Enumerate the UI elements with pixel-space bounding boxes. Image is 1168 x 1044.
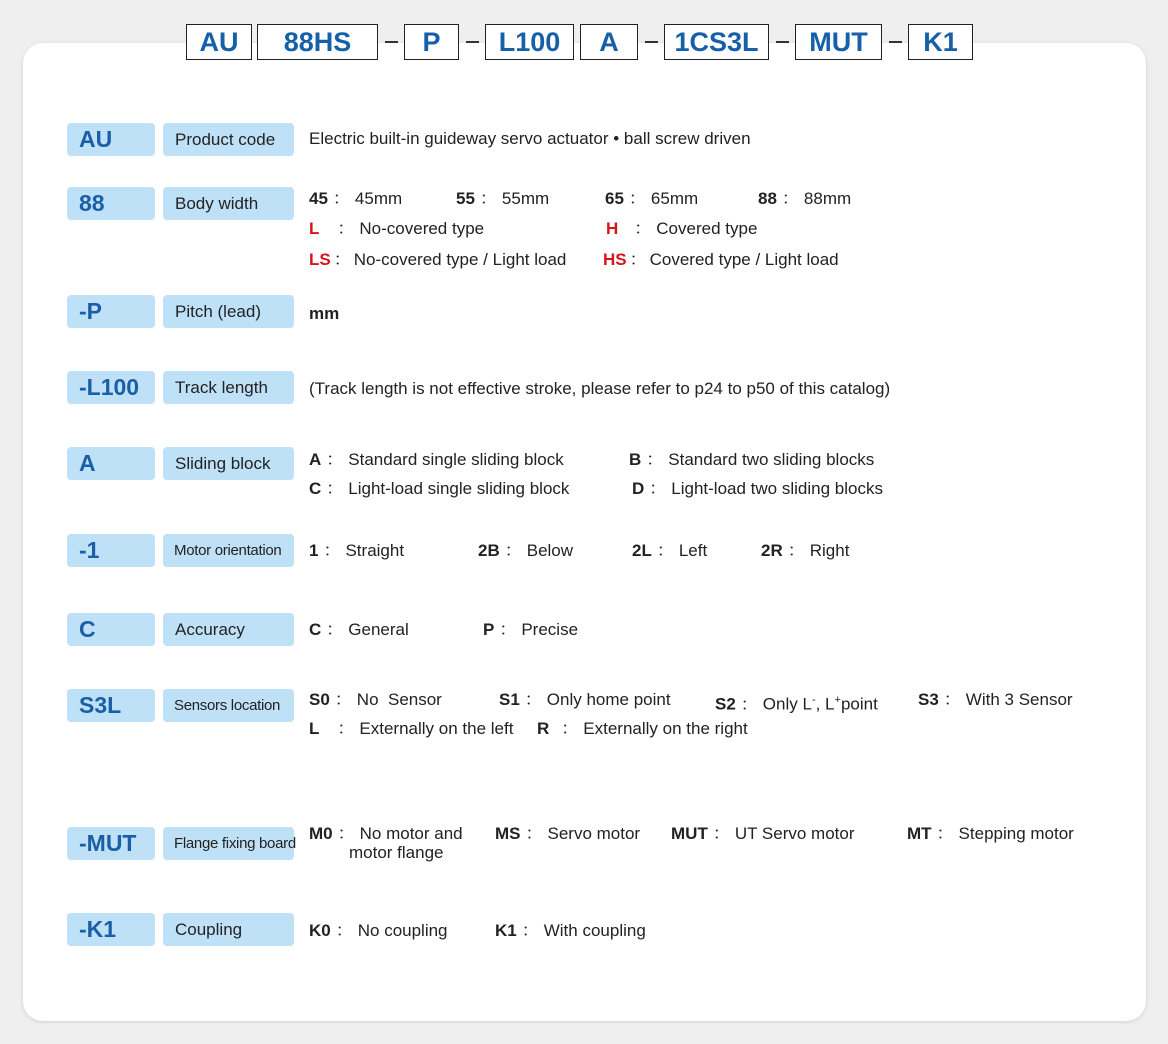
badge-product-code: AU (67, 123, 155, 156)
badge-motor-orientation: -1 (67, 534, 155, 567)
cover-option-hs: HS ： Covered type / Light load (603, 250, 839, 269)
label-product-code: Product code (163, 123, 294, 156)
label-flange: Flange fixing board (163, 827, 294, 860)
label-accuracy: Accuracy (163, 613, 294, 646)
motor-option-1: 1 ： Straight (309, 541, 405, 560)
coupling-option-k1: K1 ： With coupling (495, 921, 646, 940)
sensor-option-s0: S0 ： No Sensor (309, 690, 442, 709)
code-dash (882, 41, 908, 43)
badge-sliding-block: A (67, 447, 155, 480)
sensor-option-r: R ： Externally on the right (537, 719, 748, 738)
flange-option-ms: MS ： Servo motor (495, 824, 641, 843)
badge-coupling: -K1 (67, 913, 155, 946)
cover-option-h: H ： Covered type (606, 219, 758, 238)
sensor-option-s2: S2 ： Only L-, L+point (715, 694, 878, 714)
width-option-88: 88 ： 88mm (758, 189, 852, 208)
badge-body-width: 88 (67, 187, 155, 220)
flange-option-m0: M0 ： No motor and (309, 824, 463, 843)
width-option-65: 65 ： 65mm (605, 189, 699, 208)
model-code-bar (186, 24, 973, 60)
label-track-length: Track length (163, 371, 294, 404)
badge-pitch: -P (67, 295, 155, 328)
code-dash (769, 41, 795, 43)
badge-flange: -MUT (67, 827, 155, 860)
block-option-b: B ： Standard two sliding blocks (629, 450, 875, 469)
width-option-55: 55 ： 55mm (456, 189, 550, 208)
badge-track-length: -L100 (67, 371, 155, 404)
motor-option-2l: 2L ： Left (632, 541, 708, 560)
label-motor-orientation: Motor orientation (163, 534, 294, 567)
accuracy-option-c: C ： General (309, 620, 409, 639)
block-option-a: A ： Standard single sliding block (309, 450, 564, 469)
label-sensors: Sensors location (163, 689, 294, 722)
label-body-width: Body width (163, 187, 294, 220)
code-segment-track: L100 (485, 24, 574, 60)
width-option-45: 45 ： 45mm (309, 189, 403, 208)
code-segment-motor-accuracy-sensor: 1CS3L (664, 24, 769, 60)
track-length-note: (Track length is not effective stroke, please refer to p24 to p50 of this catalog) (309, 379, 891, 398)
coupling-option-k0: K0 ： No coupling (309, 921, 448, 940)
code-dash (459, 41, 485, 43)
badge-sensors: S3L (67, 689, 155, 722)
code-dash (638, 41, 664, 43)
product-description: Electric built-in guideway servo actuator • ball screw driven (309, 129, 751, 148)
motor-option-2r: 2R ： Right (761, 541, 850, 560)
cover-option-ls: LS ： No-covered type / Light load (309, 250, 567, 269)
badge-accuracy: C (67, 613, 155, 646)
accuracy-option-p: P ： Precise (483, 620, 579, 639)
label-coupling: Coupling (163, 913, 294, 946)
pitch-unit: mm (309, 304, 340, 323)
code-segment-pitch: P (404, 24, 459, 60)
flange-option-m0-line2: motor flange (349, 843, 444, 862)
sensor-option-s1: S1 ： Only home point (499, 690, 671, 709)
flange-option-mt: MT ： Stepping motor (907, 824, 1074, 843)
code-segment-flange: MUT (795, 24, 882, 60)
sensor-option-s3: S3 ： With 3 Sensor (918, 690, 1073, 709)
code-dash (378, 41, 404, 43)
code-segment-series: AU (186, 24, 252, 60)
code-segment-width: 88HS (257, 24, 378, 60)
code-segment-coupling: K1 (908, 24, 973, 60)
code-segment-block: A (580, 24, 638, 60)
motor-option-2b: 2B ： Below (478, 541, 574, 560)
block-option-d: D ： Light-load two sliding blocks (632, 479, 883, 498)
label-sliding-block: Sliding block (163, 447, 294, 480)
sensor-option-l: L ： Externally on the left (309, 719, 514, 738)
block-option-c: C ： Light-load single sliding block (309, 479, 570, 498)
label-pitch: Pitch (lead) (163, 295, 294, 328)
cover-option-l: L ： No-covered type (309, 219, 485, 238)
flange-option-mut: MUT ： UT Servo motor (671, 824, 855, 843)
